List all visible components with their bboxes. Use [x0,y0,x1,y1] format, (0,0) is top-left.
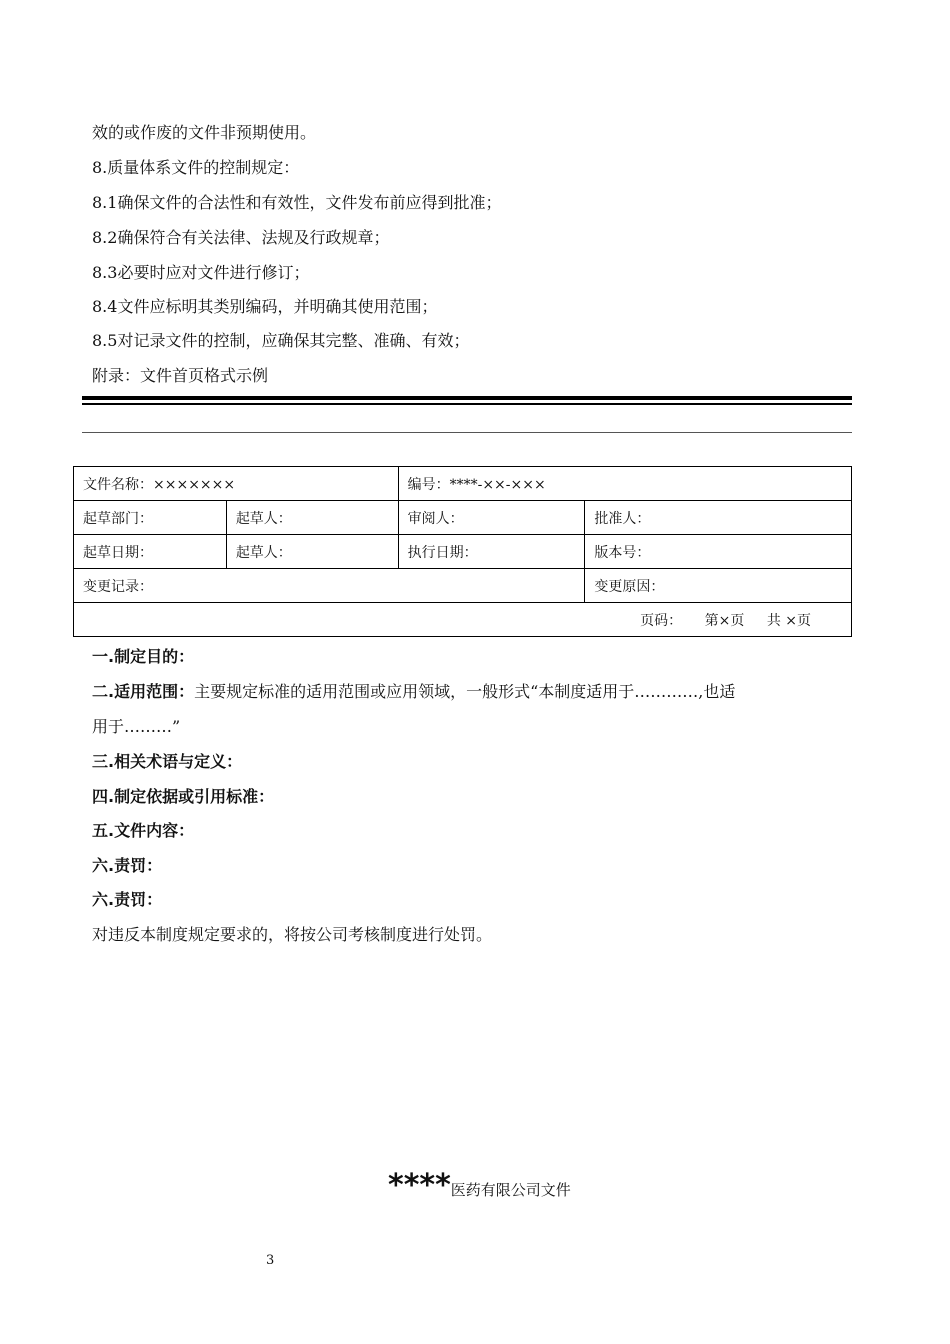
section-scope-cont: 用于………” [92,717,181,736]
company-name: 医药有限公司文件 [450,1181,571,1199]
drafter-cell: 起草人： [226,501,398,535]
page-number: 3 [266,1253,275,1268]
approver-cell: 批准人： [585,501,852,535]
section-scope [92,682,735,702]
text-line: 8.3必要时应对文件进行修订； [92,263,310,282]
section-content: 五.文件内容： [92,821,195,840]
section-basis: 四.制定依据或引用标准： [92,787,275,806]
section-scope-text: 主要规定标准的适用范围或应用领域，一般形式“本制度适用于…………,也适 [194,682,736,701]
page-current: 第×页 [704,612,745,629]
text-line: 8.2确保符合有关法律、法规及行政规章； [92,228,390,247]
footer-company [388,1168,571,1203]
change-record-cell: 变更记录： [74,569,585,603]
change-reason-cell: 变更原因： [585,569,852,603]
page-label: 页码： [640,612,683,629]
header-rule-light [82,432,852,433]
header-rule-thick [82,396,852,400]
page-info-cell [74,603,852,637]
draft-date-cell: 起草日期： [74,535,227,569]
text-line: 8.5对记录文件的控制，应确保其完整、准确、有效； [92,331,470,350]
code-cell: 编号：****-××-××× [398,467,851,501]
section-penalty: 六.责罚： [92,890,163,909]
text-line: 效的或作废的文件非预期使用。 [92,123,317,142]
dept-cell: 起草部门： [74,501,227,535]
text-line: 8.质量体系文件的控制规定： [92,158,300,177]
section-terms: 三.相关术语与定义： [92,752,243,771]
text-line: 8.1确保文件的合法性和有效性，文件发布前应得到批准； [92,193,502,212]
reviewer-cell: 审阅人： [398,501,585,535]
exec-date-cell: 执行日期： [398,535,585,569]
drafter-cell: 起草人： [226,535,398,569]
section-scope-title: 二.适用范围： [92,682,195,701]
text-line: 8.4文件应标明其类别编码，并明确其使用范围； [92,297,438,316]
company-stars: **** [388,1168,451,1203]
appendix-heading: 附录：文件首页格式示例 [92,366,269,385]
version-cell: 版本号： [585,535,852,569]
penalty-text: 对违反本制度规定要求的，将按公司考核制度进行处罚。 [92,925,493,944]
section-purpose: 一.制定目的： [92,647,195,666]
section-penalty: 六.责罚： [92,856,163,875]
header-rule-thin [82,403,852,405]
doc-name-cell: 文件名称：××××××× [74,467,399,501]
page-total: 共 ×页 [766,612,811,629]
document-header-table [73,466,852,637]
